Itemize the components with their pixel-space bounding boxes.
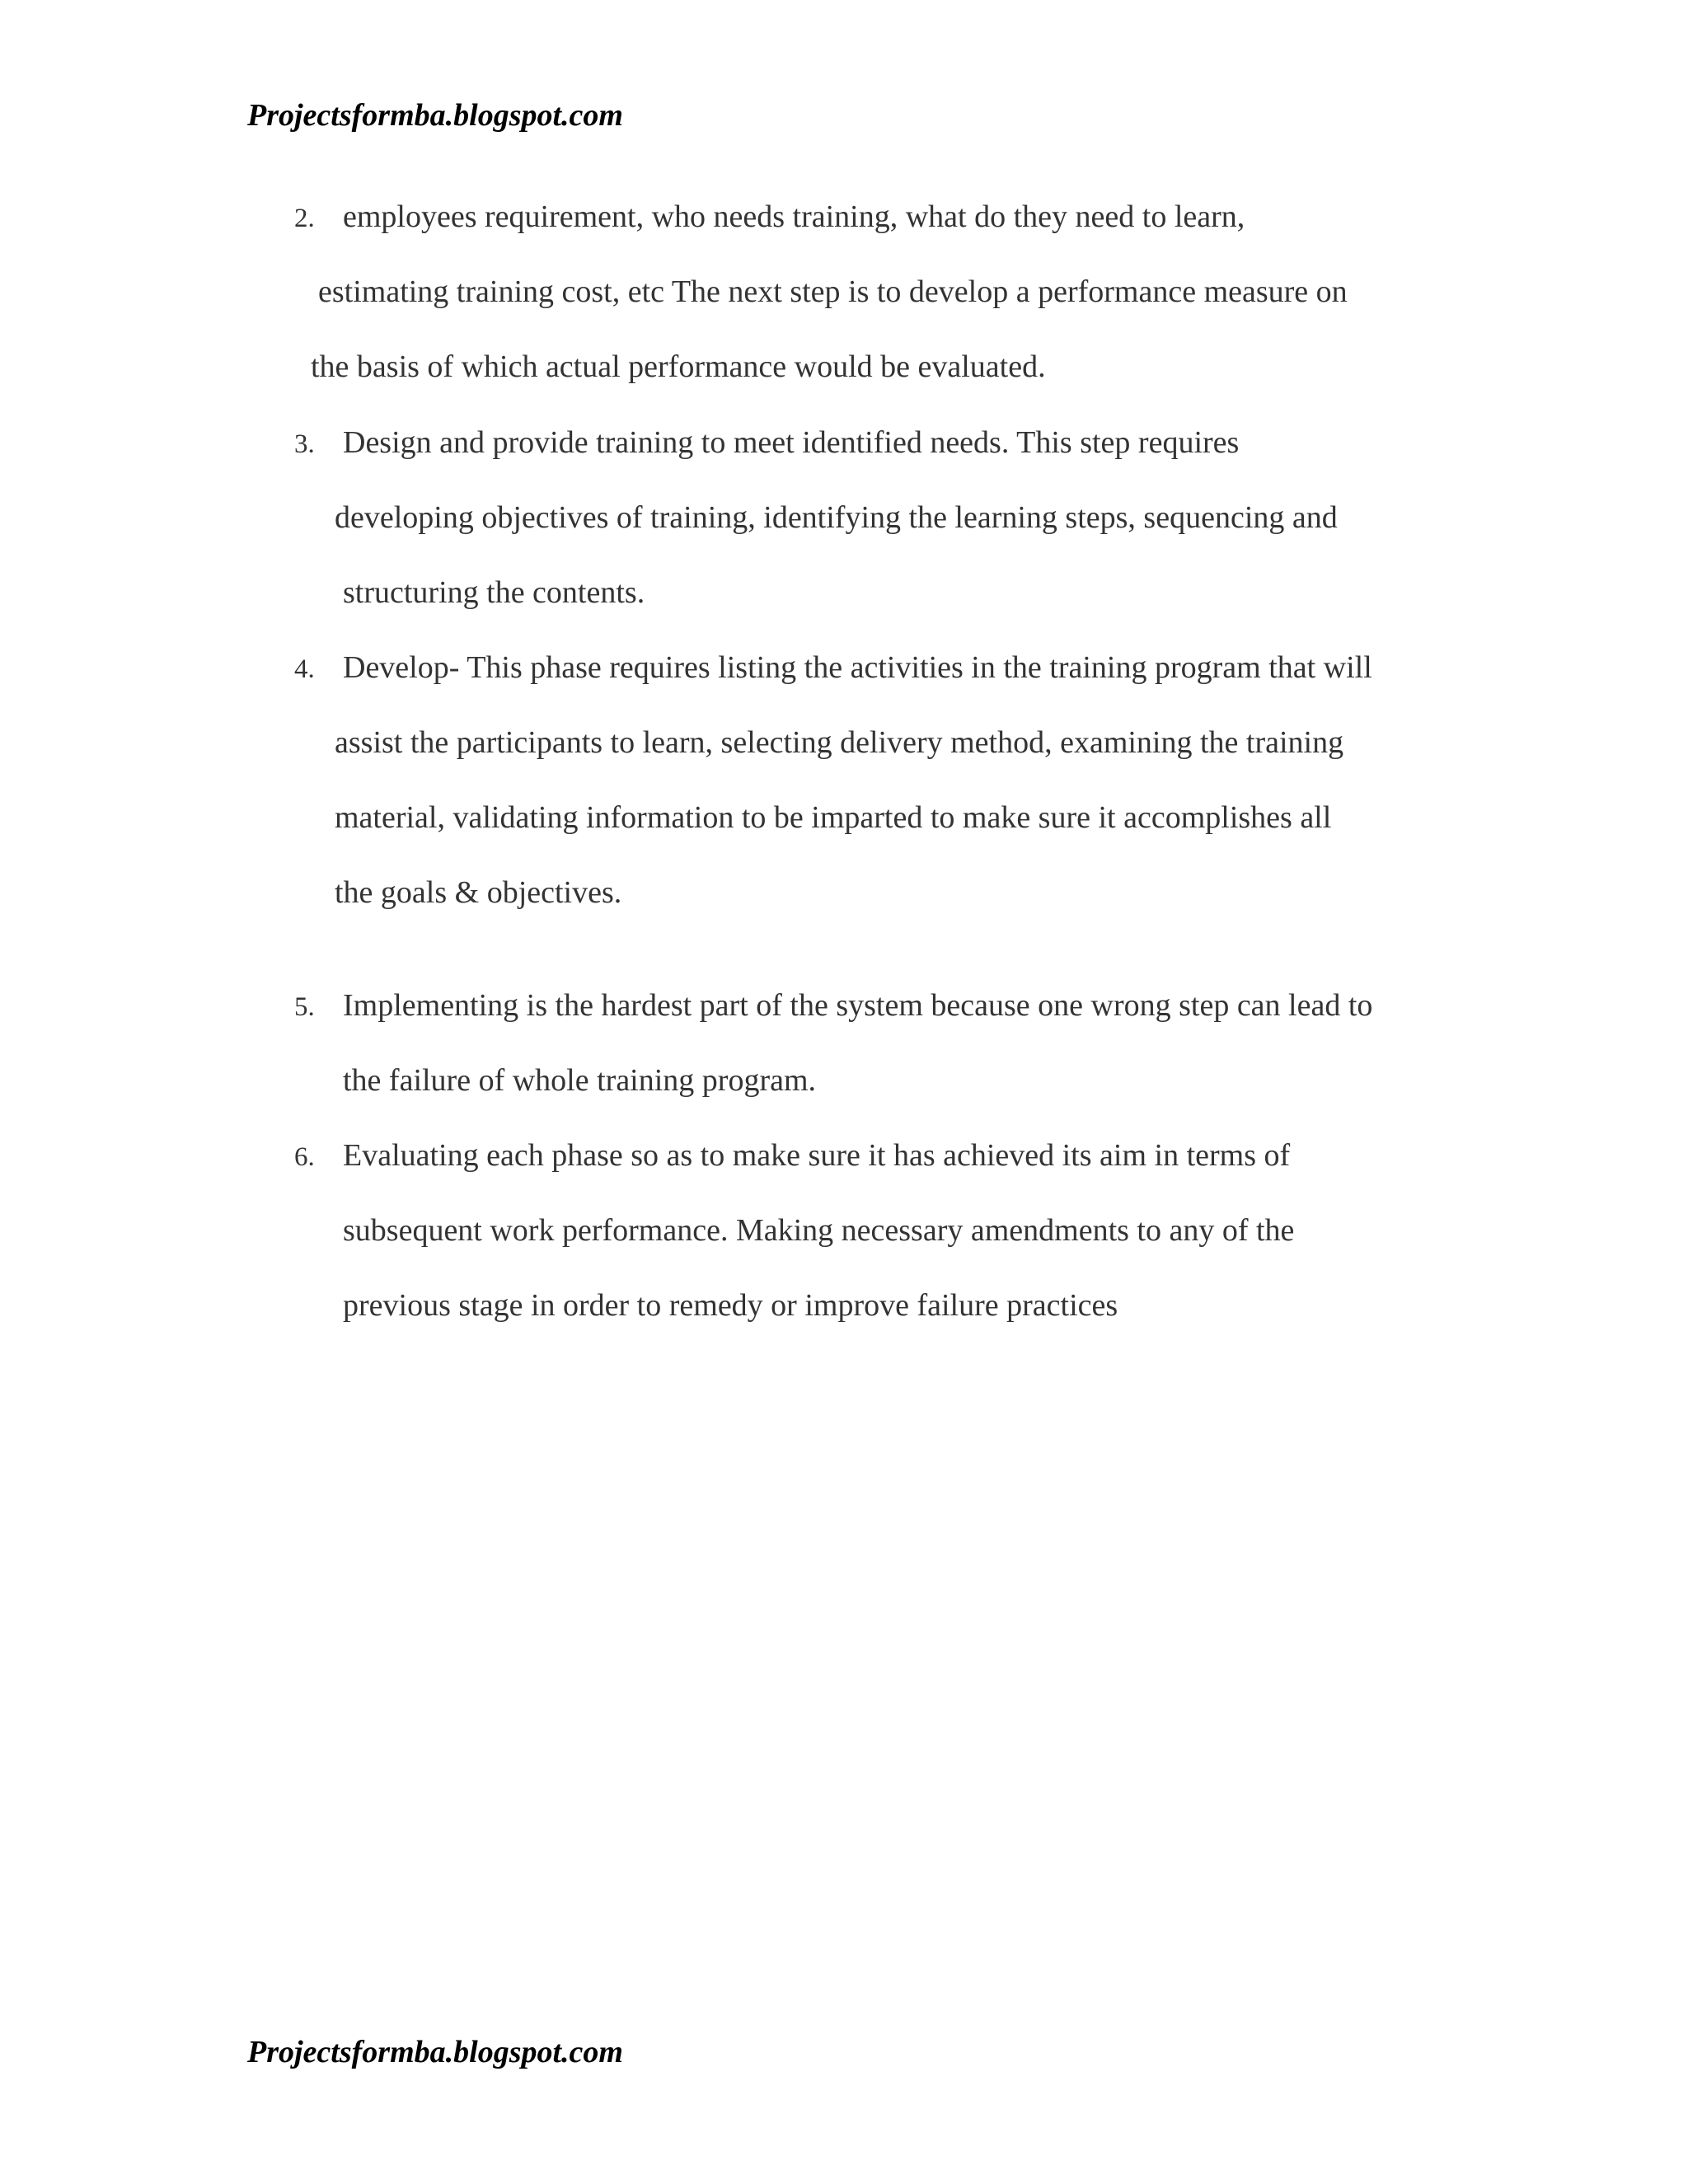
list-item-number: 5. xyxy=(294,992,315,1022)
list-item-number: 3. xyxy=(294,429,315,459)
list-item-line: Develop- This phase requires listing the activities in the training program that will xyxy=(343,650,1372,685)
list-item-line: previous stage in order to remedy or improve failure practices xyxy=(343,1288,1118,1323)
list-item-line: Design and provide training to meet identified needs. This step requires xyxy=(343,425,1240,460)
list-item-line: material, validating information to be imparted to make sure it accomplishes all xyxy=(335,800,1332,835)
list-item-line: assist the participants to learn, selecting delivery method, examining the training xyxy=(335,725,1344,760)
list-item-line: the goals & objectives. xyxy=(335,875,622,910)
list-item-number: 6. xyxy=(294,1142,315,1172)
list-item-line: the failure of whole training program. xyxy=(343,1063,817,1098)
list-item-number: 2. xyxy=(294,204,315,233)
list-item-line: the basis of which actual performance would be evaluated. xyxy=(311,349,1046,384)
list-item-line: Evaluating each phase so as to make sure it has achieved its aim in terms of xyxy=(343,1138,1291,1173)
page-footer: Projectsformba.blogspot.com xyxy=(247,2035,623,2069)
list-item-line: structuring the contents. xyxy=(343,575,645,610)
list-item-line: Implementing is the hardest part of the system because one wrong step can lead to xyxy=(343,988,1373,1023)
list-item-line: estimating training cost, etc The next step is to develop a performance measure on xyxy=(318,274,1348,309)
list-item-number: 4. xyxy=(294,654,315,684)
list-item-line: subsequent work performance. Making necessary amendments to any of the xyxy=(343,1213,1295,1248)
list-item-line: employees requirement, who needs training, what do they need to learn, xyxy=(343,199,1245,234)
list-item-line: developing objectives of training, identifying the learning steps, sequencing and xyxy=(335,500,1338,535)
page-header: Projectsformba.blogspot.com xyxy=(247,98,623,133)
